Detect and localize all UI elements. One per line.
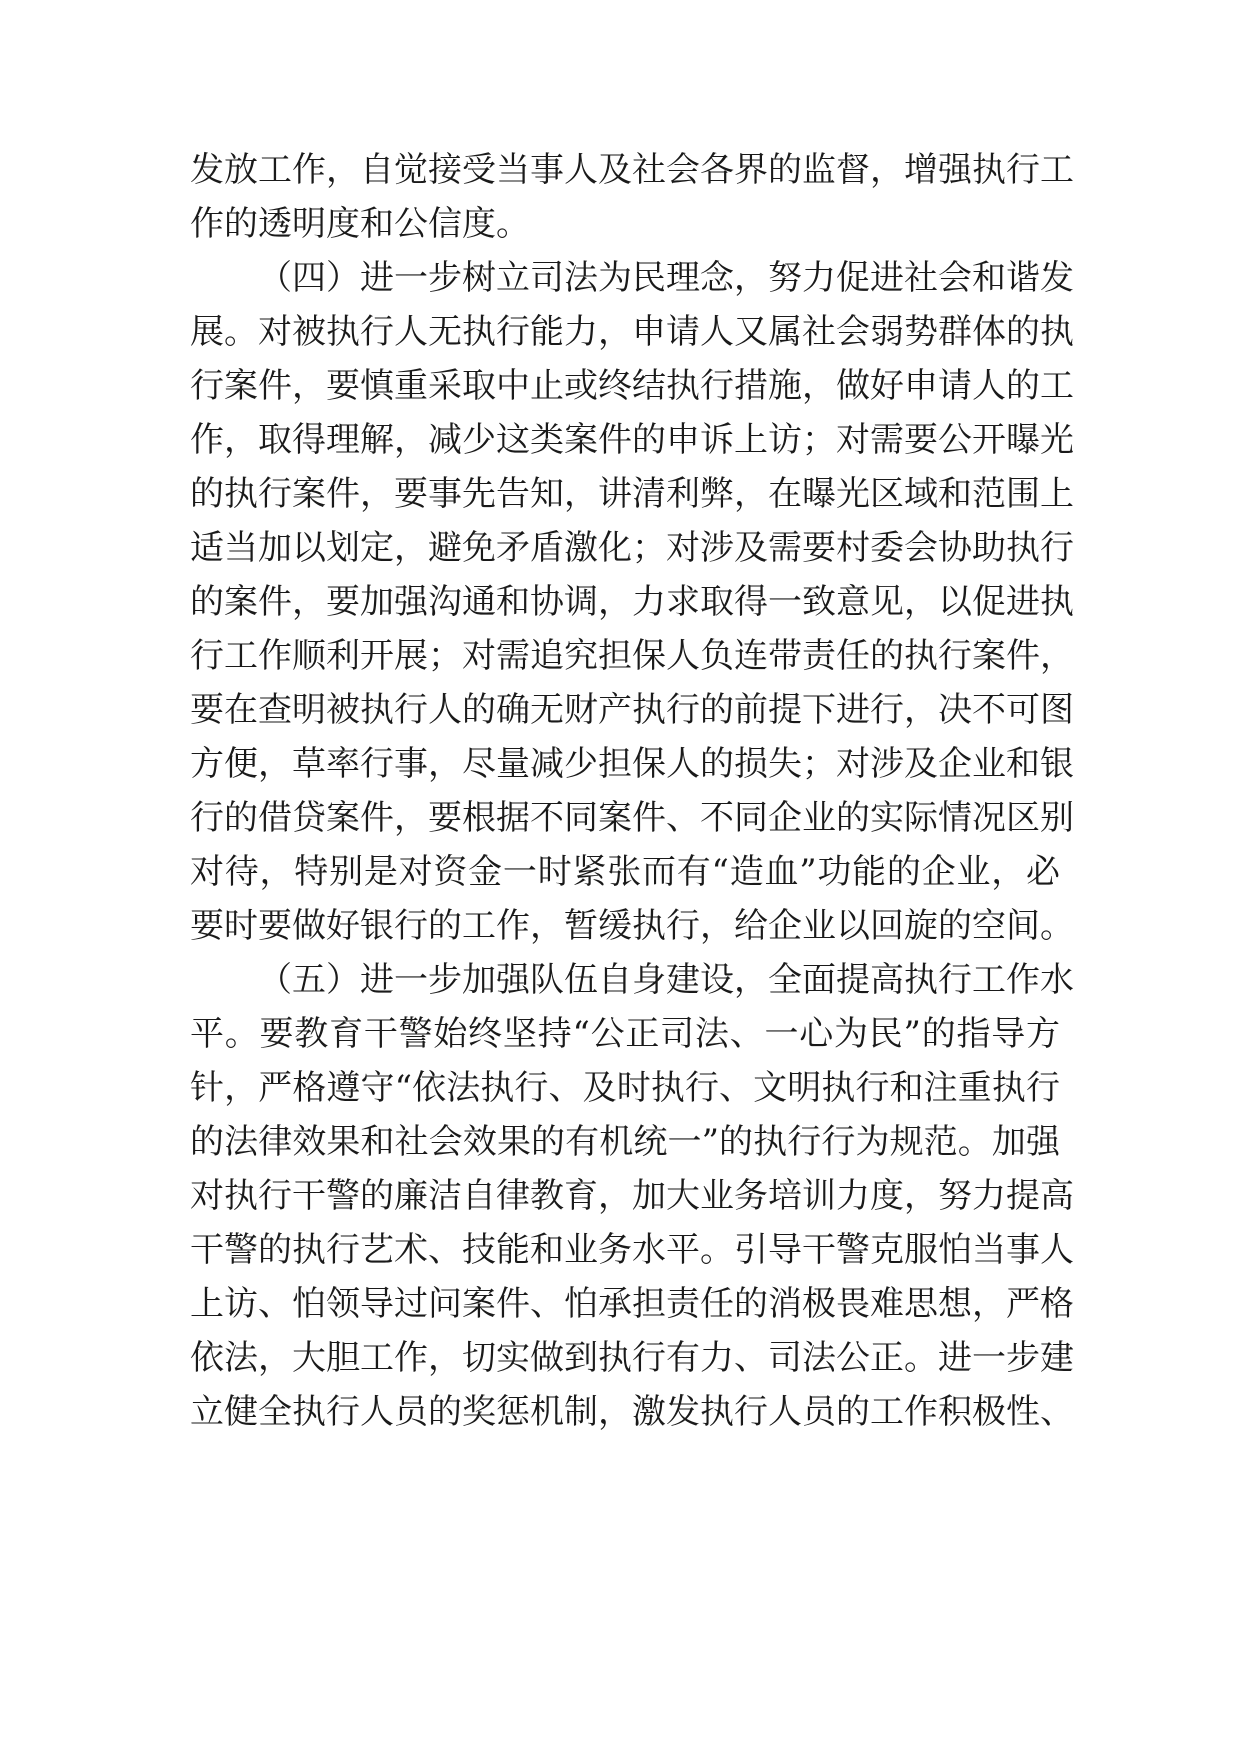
body-text-line: 行的借贷案件，要根据不同案件、不同企业的实际情况区别 — [190, 798, 1074, 838]
body-text-line: 立健全执行人员的奖惩机制，激发执行人员的工作积极性、 — [190, 1392, 1074, 1432]
body-text-line: 方便，草率行事，尽量减少担保人的损失；对涉及企业和银 — [190, 744, 1074, 784]
body-text-line: 依法，大胆工作，切实做到执行有力、司法公正。进一步建 — [190, 1338, 1074, 1378]
body-text-line: 干警的执行艺术、技能和业务水平。引导干警克服怕当事人 — [190, 1230, 1074, 1270]
body-text-line: 展。对被执行人无执行能力，申请人又属社会弱势群体的执 — [190, 312, 1074, 352]
body-text-line: 行工作顺利开展；对需追究担保人负连带责任的执行案件， — [190, 636, 1074, 676]
body-text-line: 针，严格遵守“依法执行、及时执行、文明执行和注重执行 — [190, 1068, 1060, 1108]
body-text-line: 的执行案件，要事先告知，讲清利弊，在曝光区域和范围上 — [190, 474, 1074, 514]
body-text-line: 发放工作，自觉接受当事人及社会各界的监督，增强执行工 — [190, 150, 1074, 190]
body-text-line: 行案件，要慎重采取中止或终结执行措施，做好申请人的工 — [190, 366, 1074, 406]
body-text-line: 上访、怕领导过问案件、怕承担责任的消极畏难思想，严格 — [190, 1284, 1074, 1324]
body-text-line: 对待，特别是对资金一时紧张而有“造血”功能的企业，必 — [190, 852, 1060, 892]
body-text-line: 适当加以划定，避免矛盾激化；对涉及需要村委会协助执行 — [190, 528, 1074, 568]
body-text-line: 的案件，要加强沟通和协调，力求取得一致意见，以促进执 — [190, 582, 1074, 622]
body-text-line: 要时要做好银行的工作，暂缓执行，给企业以回旋的空间。 — [190, 906, 1074, 946]
body-text-line: 对执行干警的廉洁自律教育，加大业务培训力度，努力提高 — [190, 1176, 1074, 1216]
body-text-line: 的法律效果和社会效果的有机统一”的执行行为规范。加强 — [190, 1122, 1060, 1162]
body-text-line: 平。要教育干警始终坚持“公正司法、一心为民”的指导方 — [190, 1014, 1060, 1054]
section-five-heading-line: （五）进一步加强队伍自身建设，全面提高执行工作水 — [258, 960, 1074, 1000]
section-four-heading-line: （四）进一步树立司法为民理念，努力促进社会和谐发 — [258, 258, 1074, 298]
body-text-line: 作，取得理解，减少这类案件的申诉上访；对需要公开曝光 — [190, 420, 1074, 460]
body-text-line: 要在查明被执行人的确无财产执行的前提下进行，决不可图 — [190, 690, 1074, 730]
body-text-line: 作的透明度和公信度。 — [190, 204, 530, 244]
